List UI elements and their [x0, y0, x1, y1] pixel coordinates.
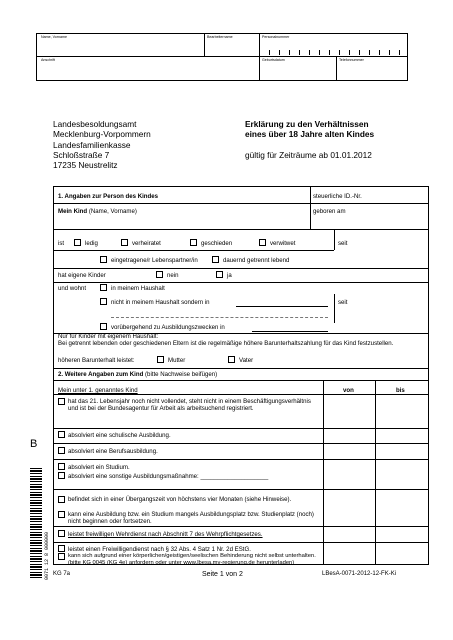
item-berufsausbildung-checkbox[interactable]	[58, 447, 65, 454]
verheiratet-checkbox[interactable]	[121, 239, 128, 246]
section2-heading	[58, 371, 217, 378]
lebenspartner-checkbox[interactable]	[100, 256, 107, 263]
name-field[interactable]	[38, 40, 203, 55]
address-line-5: 17235 Neustrelitz	[53, 160, 118, 171]
address-line-1: Landesbesoldungsamt	[53, 119, 137, 129]
nur-fuer-label: Nur für Kinder mit eigenem Haushalt:	[58, 333, 159, 340]
kind-label-rest: (Name, Vorname)	[87, 208, 137, 215]
item-freiwilligendienst-checkbox[interactable]	[58, 545, 65, 552]
name-label: Name, Vorname	[41, 35, 67, 39]
validity-text: gültig für Zeiträume ab 01.01.2012	[245, 149, 372, 160]
item-behinderung-checkbox[interactable]	[58, 553, 65, 560]
item-schulische-checkbox[interactable]	[58, 431, 65, 438]
geboren-field[interactable]	[311, 217, 427, 228]
seit-label: seit	[338, 240, 348, 247]
item-kein-ausbildungsplatz-text: kann eine Ausbildung bzw. ein Studium mangels Ausbildungsplatz bzw. Studienplatz (noch) nicht beginnen oder fortsetzen.	[68, 511, 314, 526]
eigene-kinder-nein-checkbox[interactable]	[156, 271, 163, 278]
item-uebergangszeit-checkbox[interactable]	[58, 496, 65, 503]
voruebergehend-label: vorübergehend zu Ausbildungszwecken in	[111, 324, 225, 331]
personalnummer-label: Personalnummer	[262, 35, 290, 39]
item-wehrdienst-checkbox[interactable]	[58, 530, 65, 537]
item-arbeitsuchend-text: hat das 21. Lebensjahr noch nicht vollendet, steht nicht in einem Beschäftigungsverhältnis und ist bei der Bundesagentur für Arbeit als arbeitsuchend registriert.	[68, 398, 311, 413]
kind-label	[58, 208, 137, 215]
section2-heading-rest: (bitte Nachweise beifügen)	[143, 371, 218, 378]
getrennt-label: dauernd getrennt lebend	[223, 257, 290, 264]
telefon-label: Telefonnummer	[339, 58, 364, 62]
bis-label: bis	[396, 387, 405, 394]
eigene-kinder-nein-label: nein	[167, 272, 179, 279]
item-arbeitsuchend-checkbox[interactable]	[58, 398, 65, 405]
document-title	[245, 119, 374, 160]
item-schulische-text: absolviert eine schulische Ausbildung.	[68, 432, 171, 439]
familienstand-seit-field[interactable]	[354, 231, 426, 249]
steuer-id-label: steuerliche ID.-Nr.	[313, 193, 362, 200]
geburtsdatum-label: Geburtsdatum	[262, 58, 285, 62]
in-haushalt-checkbox[interactable]	[100, 284, 107, 291]
side-letter: B	[30, 438, 38, 450]
verheiratet-label: verheiratet	[132, 240, 161, 247]
item-uebergangszeit-text: befindet sich in einer Übergangszeit von höchstens vier Monaten (siehe Hinweise).	[68, 496, 292, 503]
section1-heading: 1. Angaben zur Person des Kindes	[58, 193, 159, 200]
wohnt-seit-field[interactable]	[354, 294, 426, 322]
hoeherer-label: höheren Barunterhalt leistet:	[58, 357, 135, 364]
steuer-id-field[interactable]	[311, 187, 427, 203]
geschieden-checkbox[interactable]	[190, 239, 197, 246]
address-line-3: Landesfamilienkasse	[53, 139, 131, 150]
item-wehrdienst-text: leistet freiwilligen Wehrdienst nach Abschnitt 7 des Wehrpflichtgesetzes.	[68, 531, 263, 538]
eigene-kinder-ja-label: ja	[227, 272, 232, 279]
address-line-2: Mecklenburg-Vorpommern	[53, 129, 151, 140]
nicht-haushalt-label: nicht in meinem Haushalt sondern in	[111, 299, 210, 306]
title-line-1: Erklärung zu den Verhältnissen	[245, 119, 369, 129]
getrennt-checkbox[interactable]	[212, 256, 219, 263]
eigene-kinder-ja-checkbox[interactable]	[216, 271, 223, 278]
mutter-label: Mutter	[168, 357, 186, 364]
footer-right: LBesA-0071-2012-12-FK-Ki	[322, 571, 397, 577]
recipient-address	[53, 119, 151, 170]
header-box	[36, 33, 408, 81]
kind-name-field[interactable]	[55, 217, 309, 228]
von-label: von	[343, 387, 354, 394]
footer-left: KG 7a	[53, 571, 71, 577]
barcode	[30, 468, 42, 580]
item-sonstige-checkbox[interactable]	[58, 472, 65, 479]
item-studium-checkbox[interactable]	[58, 463, 65, 470]
vater-label: Vater	[239, 357, 254, 364]
in-haushalt-label: in meinem Haushalt	[111, 285, 165, 292]
bearbeiter-label: Bearbeitername	[207, 35, 233, 39]
kind-label-bold: Mein Kind	[58, 208, 88, 215]
mein-unter-label: Mein unter 1. genanntes Kind	[58, 387, 138, 394]
anschrift-field[interactable]	[38, 63, 258, 79]
personalnummer-field[interactable]	[260, 42, 406, 55]
verwitwet-checkbox[interactable]	[259, 239, 266, 246]
seit2-label: seit	[338, 299, 348, 306]
verwitwet-label: verwitwet	[270, 240, 296, 247]
vater-checkbox[interactable]	[228, 356, 235, 363]
footer-center: Seite 1 von 2	[202, 571, 243, 578]
getrennt-text: Bei getrennt lebenden oder geschiedenen Eltern ist die regelmäßige höhere Barunterhaltszahlung für das Kind festzustellen.	[58, 340, 394, 347]
item-studium-text: absolviert ein Studium.	[68, 464, 130, 471]
nicht-haushalt-line[interactable]	[236, 306, 328, 307]
nicht-haushalt-checkbox[interactable]	[100, 298, 107, 305]
address-line-4: Schloßstraße 7	[53, 149, 110, 160]
ist-label: ist	[58, 240, 65, 247]
voruebergehend-line[interactable]	[252, 331, 328, 332]
lebenspartner-label: eingetragene/r Lebenspartner/in	[111, 257, 198, 264]
item-sonstige-text: absolviert eine sonstige Ausbildungsmaßnahme: ____________________	[68, 473, 269, 480]
ledig-label: ledig	[85, 240, 98, 247]
barcode-number: 0071 12 8 000000	[44, 531, 50, 580]
voruebergehend-checkbox[interactable]	[100, 323, 107, 330]
wohnt-label: und wohnt	[58, 285, 87, 292]
item-kein-ausbildungsplatz-checkbox[interactable]	[58, 511, 65, 518]
mutter-checkbox[interactable]	[157, 356, 164, 363]
item-berufsausbildung-text: absolviert eine Berufsausbildung.	[68, 448, 158, 455]
title-line-2: eines über 18 Jahre alten Kindes	[245, 129, 375, 140]
item-freiwilligendienst-text: leistet einen Freiwilligendienst nach § 32 Abs. 4 Satz 1 Nr. 2d EStG.	[68, 546, 251, 553]
geboren-label: geboren am	[313, 208, 346, 215]
geschieden-label: geschieden	[201, 240, 233, 247]
declaration-form	[53, 186, 429, 565]
item-behinderung-text: kann sich aufgrund einer körperlichen/geistigen/seelischen Behinderung nicht selbst unterhalten. (bitte KG 0045 (KG 4e) anfordern oder unter www.lbesa.mv-regierung.de herunterladen)	[68, 553, 316, 566]
eigene-kinder-label: hat eigene Kinder	[58, 272, 106, 279]
section2-heading-bold: 2. Weitere Angaben zum Kind	[58, 371, 144, 378]
ledig-checkbox[interactable]	[74, 239, 81, 246]
nicht-haushalt-line-2[interactable]	[111, 317, 328, 318]
anschrift-label: Anschrift	[41, 58, 55, 62]
